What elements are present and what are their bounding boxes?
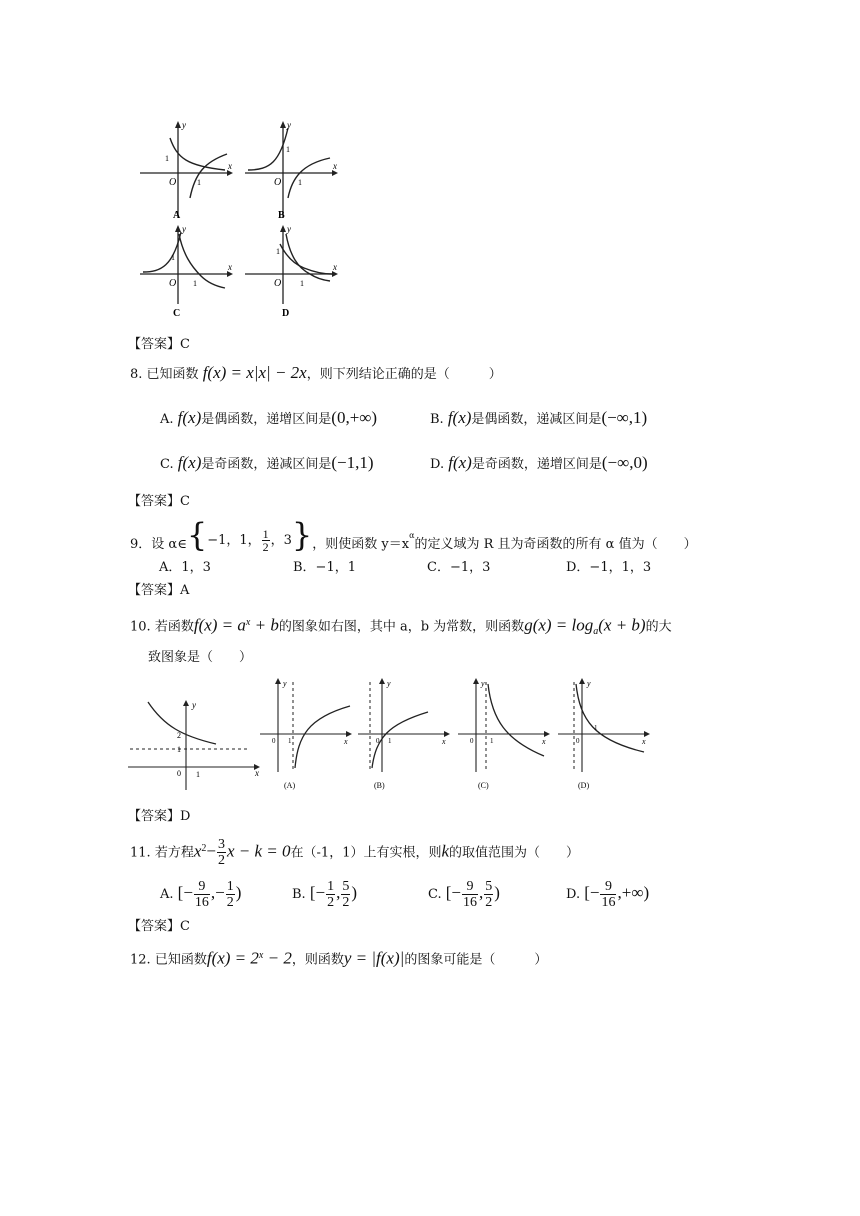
formula: f(x) = x|x| − 2x xyxy=(202,363,307,382)
tick-label: 1 xyxy=(177,745,181,754)
tick-label: 1 xyxy=(171,253,175,262)
tick-label: 1 xyxy=(300,279,304,288)
question-number: 11. xyxy=(130,845,151,861)
tick-label: 1 xyxy=(490,737,494,745)
tick-label: 1 xyxy=(196,770,200,779)
q10-answer: 【答案】D xyxy=(128,809,191,824)
stem-text: ，则使函数 y＝x xyxy=(312,537,410,553)
frac-den: 16 xyxy=(463,895,478,910)
axis-y-label: y xyxy=(387,679,391,688)
tick-label: 1 xyxy=(594,724,598,732)
frac-den: 16 xyxy=(601,895,616,910)
formula: − xyxy=(206,841,216,861)
tick-label: 1 xyxy=(165,154,169,163)
frac-num: 9 xyxy=(462,879,478,895)
superscript: α xyxy=(409,531,415,540)
q11-answer: 【答案】C xyxy=(128,919,190,934)
axis-x-label: x xyxy=(228,161,232,171)
axis-y-label: y xyxy=(587,679,591,688)
formula: k xyxy=(441,841,450,861)
option-label: D. xyxy=(566,887,581,902)
origin-label: 0 xyxy=(576,737,580,745)
option-label: C. xyxy=(160,457,174,472)
option-math: ,− xyxy=(210,883,225,902)
brace-left: { xyxy=(186,516,208,554)
formula: f(x) = 2 xyxy=(206,948,259,968)
q9-stem xyxy=(130,518,697,558)
q10-stem xyxy=(130,615,672,640)
formula: − 2 xyxy=(263,948,292,968)
q9-option-d: D．−1，1，3 xyxy=(566,560,652,575)
frac-num: 5 xyxy=(485,879,493,894)
option-math: f(x) xyxy=(448,453,472,472)
axis-x-label: x xyxy=(228,262,232,272)
option-label: D. xyxy=(430,457,445,472)
set-elements xyxy=(207,518,292,553)
option-text: 是偶函数，递减区间是 xyxy=(471,412,602,427)
q10-graph-b xyxy=(356,676,452,792)
frac-den: 16 xyxy=(194,895,209,910)
stem-text: 已知函数 xyxy=(154,952,207,968)
q10-reference-graph xyxy=(128,698,262,792)
stem-text: 的图象可能是（ ） xyxy=(404,952,548,968)
option-label: B. xyxy=(292,887,306,902)
frac-den: 2 xyxy=(327,895,335,910)
q11-stem xyxy=(130,831,579,867)
frac-num: 5 xyxy=(342,879,350,894)
q9-option-b: B．−1，1 xyxy=(293,560,356,575)
q7-graph-c xyxy=(135,222,235,318)
option-math: f(x) xyxy=(177,408,202,427)
stem-text: ，则下列结论正确的是（ ） xyxy=(306,367,502,382)
stem-text: 若函数 xyxy=(154,619,194,635)
frac-num: 9 xyxy=(600,879,616,895)
stem-text: 设 α∈ xyxy=(151,537,187,553)
frac-num: 1 xyxy=(226,879,234,894)
option-math: ) xyxy=(351,883,357,902)
q8-stem xyxy=(130,365,502,383)
q9-option-c: C．−1，3 xyxy=(427,560,491,575)
axis-x-label: x xyxy=(344,737,348,746)
option-interval: (−1,1) xyxy=(331,453,374,472)
graph-label: (C) xyxy=(478,781,489,790)
option-math: ) xyxy=(494,883,500,902)
axis-x-label: x xyxy=(642,737,646,746)
stem-text: 的图象如右图，其中 a，b 为常数，则函数 xyxy=(278,619,525,635)
superscript: 2 xyxy=(201,843,207,854)
q8-option-a xyxy=(160,410,377,428)
option-label: B. xyxy=(430,412,444,427)
formula: y = |f(x)| xyxy=(343,948,405,968)
option-math: ,+∞) xyxy=(617,883,650,902)
brace-right: } xyxy=(291,516,313,554)
axis-x-label: x xyxy=(542,737,546,746)
q10-graph-d xyxy=(556,676,652,792)
frac-den: 2 xyxy=(262,540,269,554)
q11-option-c xyxy=(428,875,500,911)
option-math: f(x) xyxy=(447,408,472,427)
question-number: 8. xyxy=(130,367,143,382)
frac-den: 2 xyxy=(217,853,225,869)
frac-den: 2 xyxy=(342,895,350,910)
q8-option-b xyxy=(430,410,647,428)
stem-text: ，则函数 xyxy=(291,952,344,968)
axis-x-label: x xyxy=(333,161,337,171)
axis-x-label: x xyxy=(333,262,337,272)
graph-label: B xyxy=(278,210,285,221)
subscript: a xyxy=(593,625,599,637)
superscript: x xyxy=(245,617,251,628)
graph-label: C xyxy=(173,308,181,319)
q9-option-a: A．1，3 xyxy=(159,560,211,575)
question-number: 12. xyxy=(130,952,151,968)
axis-y-label: y xyxy=(287,120,291,130)
stem-text: 的取值范围为（ ） xyxy=(449,845,580,861)
question-number: 10. xyxy=(130,619,151,635)
option-math: , xyxy=(336,883,341,902)
origin-label: 0 xyxy=(272,737,276,745)
formula: f(x) = a xyxy=(193,615,246,635)
option-math: f(x) xyxy=(177,453,202,472)
q10-graph-a xyxy=(258,676,354,792)
q11-option-a xyxy=(160,875,241,911)
superscript: x xyxy=(258,950,264,961)
formula: x xyxy=(193,841,202,861)
q7-graph-a xyxy=(135,118,235,222)
axis-y-label: y xyxy=(182,224,186,234)
origin-label: O xyxy=(169,278,177,289)
option-text: 是奇函数，递减区间是 xyxy=(201,457,332,472)
axis-y-label: y xyxy=(287,224,291,234)
tick-label: 1 xyxy=(197,178,201,187)
q12-stem xyxy=(130,948,547,968)
tick-label: 1 xyxy=(388,737,392,745)
graph-label: (B) xyxy=(374,781,385,790)
frac-num: 1 xyxy=(327,879,335,894)
frac-den: 2 xyxy=(485,895,493,910)
stem-text: 的定义域为 R 且为奇函数的所有 α 值为（ ） xyxy=(414,537,697,553)
option-label: A. xyxy=(160,887,174,902)
frac-den: 2 xyxy=(226,895,234,910)
origin-label: 0 xyxy=(177,769,181,778)
origin-label: 0 xyxy=(376,737,380,745)
option-interval: (−∞,0) xyxy=(601,453,648,472)
graph-label: (D) xyxy=(578,781,590,790)
q7-answer: 【答案】C xyxy=(128,337,190,352)
option-math: [− xyxy=(584,883,600,902)
q8-answer: 【答案】C xyxy=(128,494,190,509)
formula: x − k = 0 xyxy=(226,841,291,861)
axis-x-label: x xyxy=(255,768,259,778)
q7-graph-d xyxy=(240,222,340,318)
graph-label: A xyxy=(173,210,181,221)
q11-option-d xyxy=(566,875,649,911)
origin-label: 0 xyxy=(470,737,474,745)
tick-label: 1 xyxy=(276,247,280,256)
tick-label: 1 xyxy=(288,737,292,745)
option-label: C. xyxy=(428,887,442,902)
q7-graph-b xyxy=(240,118,340,222)
option-interval: (−∞,1) xyxy=(601,408,648,427)
formula: (x + b) xyxy=(598,615,646,635)
axis-y-label: y xyxy=(283,679,287,688)
formula: + b xyxy=(250,615,279,635)
frac-num: 3 xyxy=(217,837,225,853)
q10-stem-line2: 致图象是（ ） xyxy=(148,650,253,665)
option-math: [− xyxy=(445,883,462,902)
axis-y-label: y xyxy=(481,679,485,688)
option-math: [− xyxy=(309,883,326,902)
origin-label: O xyxy=(274,177,282,188)
option-text: 是偶函数，递增区间是 xyxy=(201,412,332,427)
q9-answer: 【答案】A xyxy=(128,583,190,598)
q8-option-d xyxy=(430,455,648,473)
frac-num: 9 xyxy=(194,879,210,895)
option-interval: (0,+∞) xyxy=(331,408,378,427)
tick-label: 1 xyxy=(286,145,290,154)
axis-y-label: y xyxy=(182,120,186,130)
question-number: 9． xyxy=(130,537,152,553)
stem-text: 若方程 xyxy=(154,845,194,861)
q8-option-c xyxy=(160,455,374,473)
q11-option-b xyxy=(292,875,357,911)
axis-y-label: y xyxy=(192,700,196,710)
tick-label: 2 xyxy=(177,731,181,740)
option-math: , xyxy=(479,883,484,902)
axis-x-label: x xyxy=(442,737,446,746)
formula: g(x) = log xyxy=(524,615,594,635)
origin-label: O xyxy=(274,278,282,289)
frac-num: 1 xyxy=(262,527,269,541)
option-math: [− xyxy=(177,883,193,902)
origin-label: O xyxy=(169,177,177,188)
stem-text: 的大 xyxy=(645,619,672,635)
tick-label: 1 xyxy=(193,279,197,288)
graph-label: (A) xyxy=(284,781,296,790)
stem-text: 在（-1，1）上有实根，则 xyxy=(290,845,442,861)
set-text: −1，1， xyxy=(207,533,261,548)
option-text: 是奇函数，递增区间是 xyxy=(471,457,602,472)
set-text: ，3 xyxy=(270,533,292,548)
option-math: ) xyxy=(235,883,242,902)
option-label: A. xyxy=(160,412,174,427)
q10-graph-c xyxy=(456,676,552,792)
graph-label: D xyxy=(282,308,290,319)
stem-text: 已知函数 xyxy=(146,367,199,382)
tick-label: 1 xyxy=(298,178,302,187)
